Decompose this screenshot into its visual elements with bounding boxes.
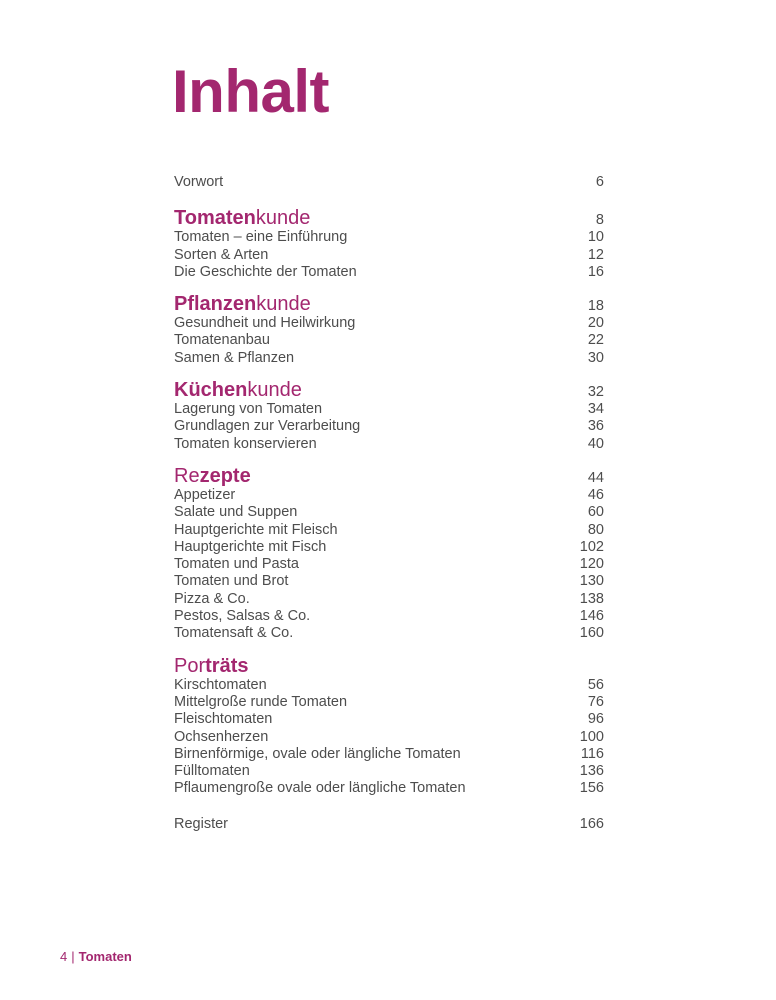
toc-entry-label: Tomatensaft & Co. xyxy=(174,625,294,642)
toc-entry-page: 30 xyxy=(587,349,604,366)
section-title-light: Re xyxy=(174,464,200,487)
toc-entry[interactable] xyxy=(174,229,604,246)
toc-entry[interactable] xyxy=(174,780,604,797)
section-title-light: kunde xyxy=(247,379,302,402)
toc-entry-label: Hauptgerichte mit Fisch xyxy=(174,538,327,555)
toc-entry-label: Die Geschichte der Tomaten xyxy=(174,263,357,280)
footer-page-number: 4 xyxy=(60,949,68,964)
toc-entry-page: 146 xyxy=(579,608,604,625)
toc-entry-label: Salate und Suppen xyxy=(174,504,298,521)
toc-entry-label: Birnenförmige, ovale oder längliche Tomaten xyxy=(174,745,461,762)
toc-entry-page: 76 xyxy=(587,693,604,710)
toc-entry[interactable] xyxy=(174,436,604,453)
toc-entry-page: 120 xyxy=(579,556,604,573)
toc-entry-label: Register xyxy=(174,815,228,832)
toc-entry[interactable] xyxy=(174,247,604,264)
toc-entry[interactable] xyxy=(174,332,604,349)
toc-entry-page: 40 xyxy=(587,435,604,452)
toc-entry-page: 12 xyxy=(587,246,604,263)
toc-section-heading[interactable] xyxy=(174,207,604,229)
toc-section-kuechenkunde xyxy=(174,379,604,453)
toc-section-heading[interactable] xyxy=(174,655,604,677)
toc-entry-page: 116 xyxy=(580,745,604,762)
toc-entry-page: 6 xyxy=(595,174,604,190)
footer-separator: | xyxy=(71,949,75,964)
toc-entry-label: Grundlagen zur Verarbeitung xyxy=(174,418,361,435)
toc-entry[interactable] xyxy=(174,677,604,694)
toc-section-heading[interactable] xyxy=(174,379,604,401)
toc-entry-label: Kirschtomaten xyxy=(174,676,267,693)
toc-entry-label: Fleischtomaten xyxy=(174,711,273,728)
toc-section-pflanzenkunde xyxy=(174,293,604,367)
toc-entry-page: 56 xyxy=(587,676,604,693)
toc-entry-page: 96 xyxy=(587,711,604,728)
toc-entry-page: 136 xyxy=(579,763,604,780)
toc-entry-label: Tomaten – eine Einführung xyxy=(174,229,348,246)
toc-entry-register[interactable] xyxy=(174,816,604,833)
toc-section-portraets xyxy=(174,655,604,798)
toc-entry[interactable] xyxy=(174,694,604,711)
toc-entry-label: Sorten & Arten xyxy=(174,246,269,263)
section-page: 18 xyxy=(587,298,604,315)
toc-section-heading[interactable] xyxy=(174,293,604,315)
toc-entry[interactable] xyxy=(174,711,604,728)
toc-entry-page: 10 xyxy=(587,229,604,246)
toc-entry-label: Samen & Pflanzen xyxy=(174,349,295,366)
toc-entry[interactable] xyxy=(174,763,604,780)
toc-entry-label: Vorwort xyxy=(174,174,224,190)
section-title-bold: träts xyxy=(205,654,249,677)
table-of-contents xyxy=(174,174,604,833)
toc-entry-vorwort[interactable] xyxy=(174,174,604,191)
toc-entry-page: 20 xyxy=(587,315,604,332)
toc-entry-page: 100 xyxy=(579,728,604,745)
toc-section-tomatenkunde xyxy=(174,207,604,281)
toc-entry[interactable] xyxy=(174,591,604,608)
toc-entry-label: Tomatenanbau xyxy=(174,332,270,349)
toc-entry-page: 36 xyxy=(587,418,604,435)
toc-entry[interactable] xyxy=(174,608,604,625)
toc-entry[interactable] xyxy=(174,522,604,539)
toc-entry[interactable] xyxy=(174,746,604,763)
toc-entry[interactable] xyxy=(174,573,604,590)
section-title-bold: Küchen xyxy=(174,379,248,402)
toc-entry-page: 166 xyxy=(579,815,604,832)
toc-entry[interactable] xyxy=(174,556,604,573)
section-title-bold: Tomaten xyxy=(174,207,256,230)
toc-entry-label: Lagerung von Tomaten xyxy=(174,401,323,418)
toc-entry-label: Pestos, Salsas & Co. xyxy=(174,608,311,625)
toc-entry-label: Pflaumengroße ovale oder längliche Tomaten xyxy=(174,780,466,797)
toc-entry-label: Tomaten konservieren xyxy=(174,435,317,452)
section-page: 32 xyxy=(587,384,604,401)
toc-entry[interactable] xyxy=(174,625,604,642)
toc-entry[interactable] xyxy=(174,401,604,418)
toc-entry[interactable] xyxy=(174,487,604,504)
toc-entry-label: Fülltomaten xyxy=(174,763,250,780)
toc-entry-page: 156 xyxy=(579,780,604,797)
section-title-light: kunde xyxy=(256,293,311,316)
toc-entry-page: 130 xyxy=(579,573,604,590)
toc-entry-label: Pizza & Co. xyxy=(174,590,250,607)
toc-entry[interactable] xyxy=(174,729,604,746)
toc-entry[interactable] xyxy=(174,539,604,556)
toc-entry-label: Tomaten und Pasta xyxy=(174,556,299,573)
section-title-light: Por xyxy=(174,654,206,677)
toc-entry-page: 16 xyxy=(587,263,604,280)
toc-entry-page: 34 xyxy=(587,401,604,418)
toc-entry[interactable] xyxy=(174,504,604,521)
toc-entry-page: 46 xyxy=(587,486,604,503)
toc-entry[interactable] xyxy=(174,418,604,435)
toc-entry[interactable] xyxy=(174,350,604,367)
toc-entry-page: 138 xyxy=(579,590,604,607)
toc-entry[interactable] xyxy=(174,315,604,332)
toc-section-rezepte xyxy=(174,465,604,643)
footer-book-title: Tomaten xyxy=(78,949,132,964)
toc-entry-page: 160 xyxy=(579,625,604,642)
toc-entry-label: Gesundheit und Heilwirkung xyxy=(174,315,356,332)
page-title: Inhalt xyxy=(172,58,329,125)
toc-entry-label: Hauptgerichte mit Fleisch xyxy=(174,521,338,538)
section-title-bold: zepte xyxy=(199,464,251,487)
section-title-bold: Pflanzen xyxy=(174,293,257,316)
toc-entry-page: 80 xyxy=(587,521,604,538)
toc-entry-label: Ochsenherzen xyxy=(174,728,269,745)
toc-section-heading[interactable] xyxy=(174,465,604,487)
toc-entry-page: 102 xyxy=(579,538,604,555)
section-title-light: kunde xyxy=(255,207,311,230)
page-footer xyxy=(60,949,132,964)
toc-entry-page: 60 xyxy=(587,504,604,521)
toc-entry-label: Appetizer xyxy=(174,486,236,503)
section-page: 44 xyxy=(587,469,604,486)
toc-entry[interactable] xyxy=(174,264,604,281)
toc-entry-page: 22 xyxy=(587,332,604,349)
toc-entry-label: Mittelgroße runde Tomaten xyxy=(174,693,348,710)
toc-entry-label: Tomaten und Brot xyxy=(174,573,289,590)
section-page: 8 xyxy=(595,212,604,229)
